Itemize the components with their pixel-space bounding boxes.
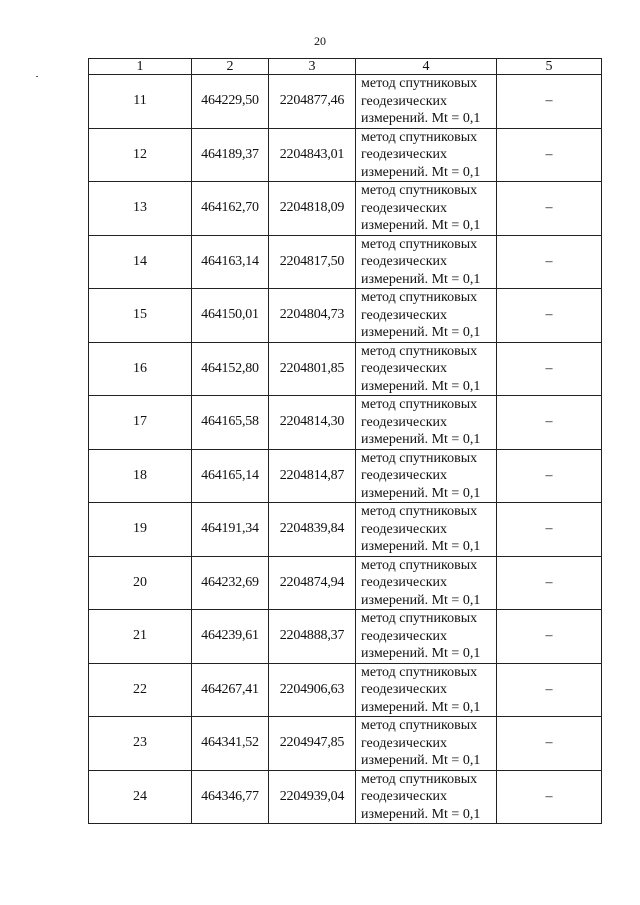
table-row (89, 556, 602, 610)
x-coordinate-cell: 464150,01 (192, 289, 269, 343)
y-coordinate-cell: 2204817,50 (269, 235, 356, 289)
table-header (89, 59, 602, 75)
point-number-cell: 13 (89, 182, 192, 236)
method-line: геодезических (361, 468, 448, 483)
method-line: метод спутниковых (361, 611, 478, 626)
table-body (89, 75, 602, 824)
note-cell: – (497, 556, 602, 610)
x-coordinate-cell: 464191,34 (192, 503, 269, 557)
method-line: метод спутниковых (361, 129, 478, 145)
method-line: метод спутниковых (361, 76, 478, 91)
header-row (89, 59, 602, 75)
method-cell (356, 289, 497, 343)
note-cell: – (497, 717, 602, 771)
point-number-cell: 20 (89, 556, 192, 610)
x-coordinate-cell: 464165,14 (192, 449, 269, 503)
note-cell: – (497, 128, 602, 182)
header-col-5: 5 (497, 59, 602, 75)
method-cell (356, 342, 497, 396)
method-line: геодезических (361, 93, 448, 109)
method-line: геодезических (361, 682, 448, 697)
header-col-2: 2 (192, 59, 269, 75)
method-line: геодезических (361, 628, 448, 644)
method-line: геодезических (361, 147, 448, 162)
method-line: измерений. Mt = 0,1 (361, 806, 481, 822)
note-cell: – (497, 396, 602, 450)
point-number-cell: 11 (89, 75, 192, 129)
method-line: геодезических (361, 307, 448, 323)
method-line: измерений. Mt = 0,1 (361, 753, 481, 768)
x-coordinate-cell: 464267,41 (192, 663, 269, 717)
method-line: измерений. Mt = 0,1 (361, 325, 481, 340)
x-coordinate-cell: 464346,77 (192, 770, 269, 824)
point-number-cell: 21 (89, 610, 192, 664)
method-line: метод спутниковых (361, 397, 478, 412)
method-line: метод спутниковых (361, 343, 478, 359)
y-coordinate-cell: 2204814,30 (269, 396, 356, 450)
method-line: метод спутниковых (361, 557, 478, 573)
method-line: метод спутниковых (361, 504, 478, 519)
x-coordinate-cell: 464162,70 (192, 182, 269, 236)
method-line: измерений. Mt = 0,1 (361, 539, 481, 554)
method-line: измерений. Mt = 0,1 (361, 111, 481, 126)
method-line: геодезических (361, 254, 448, 269)
method-line: геодезических (361, 521, 448, 537)
method-line: метод спутниковых (361, 771, 478, 787)
table-row (89, 770, 602, 824)
y-coordinate-cell: 2204839,84 (269, 503, 356, 557)
note-cell: – (497, 182, 602, 236)
method-line: метод спутниковых (361, 236, 478, 252)
table-row (89, 717, 602, 771)
method-line: метод спутниковых (361, 450, 478, 466)
method-line: метод спутниковых (361, 664, 478, 680)
table-row (89, 396, 602, 450)
x-coordinate-cell: 464239,61 (192, 610, 269, 664)
method-line: геодезических (361, 361, 448, 376)
method-cell (356, 182, 497, 236)
header-col-4: 4 (356, 59, 497, 75)
table-row (89, 610, 602, 664)
point-number-cell: 18 (89, 449, 192, 503)
y-coordinate-cell: 2204818,09 (269, 182, 356, 236)
method-line: геодезических (361, 414, 448, 430)
method-cell (356, 610, 497, 664)
x-coordinate-cell: 464189,37 (192, 128, 269, 182)
margin-mark (36, 76, 38, 77)
y-coordinate-cell: 2204877,46 (269, 75, 356, 129)
note-cell: – (497, 663, 602, 717)
y-coordinate-cell: 2204939,04 (269, 770, 356, 824)
note-cell: – (497, 289, 602, 343)
page-number: 20 (314, 34, 326, 48)
y-coordinate-cell: 2204843,01 (269, 128, 356, 182)
x-coordinate-cell: 464163,14 (192, 235, 269, 289)
method-line: метод спутниковых (361, 718, 478, 733)
point-number-cell: 12 (89, 128, 192, 182)
method-cell (356, 396, 497, 450)
header-col-3: 3 (269, 59, 356, 75)
table-row (89, 503, 602, 557)
table-row (89, 75, 602, 129)
method-cell (356, 717, 497, 771)
note-cell: – (497, 449, 602, 503)
note-cell: – (497, 503, 602, 557)
point-number-cell: 17 (89, 396, 192, 450)
method-cell (356, 663, 497, 717)
method-line: геодезических (361, 575, 448, 590)
table-row (89, 663, 602, 717)
point-number-cell: 23 (89, 717, 192, 771)
y-coordinate-cell: 2204814,87 (269, 449, 356, 503)
method-line: геодезических (361, 789, 448, 804)
note-cell: – (497, 75, 602, 129)
method-cell (356, 449, 497, 503)
method-line: измерений. Mt = 0,1 (361, 432, 481, 447)
y-coordinate-cell: 2204874,94 (269, 556, 356, 610)
method-line: измерений. Mt = 0,1 (361, 271, 481, 287)
y-coordinate-cell: 2204906,63 (269, 663, 356, 717)
point-number-cell: 15 (89, 289, 192, 343)
method-cell (356, 503, 497, 557)
y-coordinate-cell: 2204947,85 (269, 717, 356, 771)
method-cell (356, 556, 497, 610)
point-number-cell: 24 (89, 770, 192, 824)
x-coordinate-cell: 464341,52 (192, 717, 269, 771)
table-row (89, 289, 602, 343)
x-coordinate-cell: 464229,50 (192, 75, 269, 129)
table-row (89, 449, 602, 503)
y-coordinate-cell: 2204801,85 (269, 342, 356, 396)
note-cell: – (497, 235, 602, 289)
table-row (89, 235, 602, 289)
y-coordinate-cell: 2204888,37 (269, 610, 356, 664)
method-cell (356, 75, 497, 129)
method-cell (356, 128, 497, 182)
method-line: метод спутниковых (361, 290, 478, 305)
method-line: измерений. Mt = 0,1 (361, 378, 481, 394)
method-cell (356, 770, 497, 824)
method-line: измерений. Mt = 0,1 (361, 164, 481, 180)
table-row (89, 182, 602, 236)
method-line: метод спутниковых (361, 183, 478, 198)
method-line: измерений. Mt = 0,1 (361, 485, 481, 501)
coordinates-table (88, 58, 602, 824)
point-number-cell: 22 (89, 663, 192, 717)
method-line: геодезических (361, 200, 448, 216)
method-line: измерений. Mt = 0,1 (361, 218, 481, 233)
point-number-cell: 19 (89, 503, 192, 557)
x-coordinate-cell: 464152,80 (192, 342, 269, 396)
table-row (89, 128, 602, 182)
x-coordinate-cell: 464165,58 (192, 396, 269, 450)
x-coordinate-cell: 464232,69 (192, 556, 269, 610)
note-cell: – (497, 770, 602, 824)
method-line: измерений. Mt = 0,1 (361, 592, 481, 608)
y-coordinate-cell: 2204804,73 (269, 289, 356, 343)
note-cell: – (497, 610, 602, 664)
method-line: геодезических (361, 735, 448, 751)
method-line: измерений. Mt = 0,1 (361, 646, 481, 661)
table-row (89, 342, 602, 396)
method-line: измерений. Mt = 0,1 (361, 699, 481, 715)
point-number-cell: 14 (89, 235, 192, 289)
point-number-cell: 16 (89, 342, 192, 396)
note-cell: – (497, 342, 602, 396)
header-col-1: 1 (89, 59, 192, 75)
method-cell (356, 235, 497, 289)
